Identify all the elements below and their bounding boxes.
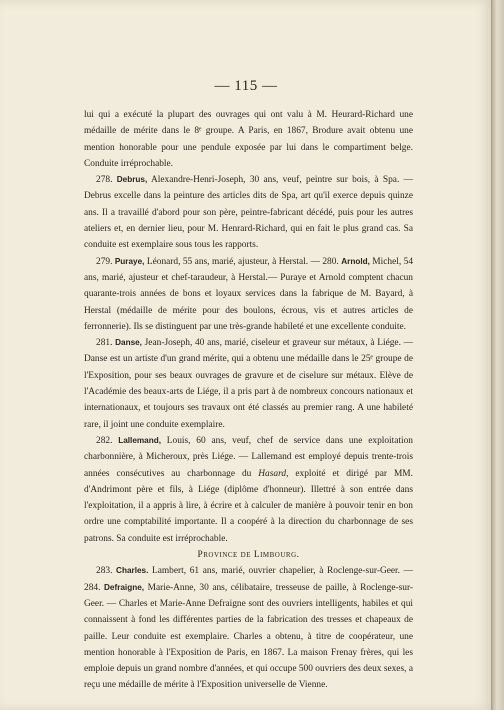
page-edge [491, 0, 504, 710]
paragraph-282 [84, 433, 413, 547]
worker-name-2: Arnold, [341, 256, 370, 266]
worker-name: Charles. [116, 566, 149, 576]
section-title: Province de Limbourg. [197, 550, 300, 561]
entry-text: Jean-Joseph, 40 ans, marié, ciseleur et graveur sur métaux, à Liége. — Danse est un artiste d'un grand mérite, qui a obtenu une médaille dans le 25ᵉ groupe de l'Exposition, pour ses beaux ouvrages de gravure et de ciselure sur métaux. Elève de l'Académie des beaux-arts de Liége, il a pris part à de nombreux concours nationaux et internationaux, et toujours ses travaux ont été classés au premier rang. A une habileté rare, il joint une conduite exemplaire. [84, 338, 413, 430]
entry-number: 278. [96, 175, 117, 186]
entry-text: Louis, 60 ans, veuf, chef de service dans une exploitation charbonnière, à Micheroux, près Liége. — Lallemand est employé depuis trente-trois années consécutives au charbonnage du [84, 435, 413, 479]
paragraph-283-284 [84, 563, 413, 693]
paragraph-281 [84, 335, 413, 433]
paragraph-278 [84, 172, 413, 253]
paragraph-279-280 [84, 254, 413, 335]
entry-text-2: , exploité et dirigé par MM. d'Andrimont père et fils, à Liége (diplôme d'honneur). Illettré à son entrée dans l'exploitation, il a appris à lire, à écrire et à calculer de manière à pouvoir tenir en bon ordre une comptabilité importante. Il a coopéré à la direction du charbonnage de ses patrons. Sa conduite est irréprochable. [84, 468, 413, 544]
entry-text: Alexandre-Henri-Joseph, 30 ans, veuf, peintre sur bois, à Spa. — Debrus excelle dans la peinture des articles dits de Spa, art qu'il exerce depuis quinze ans. Il a travaillé d'abord pour son père, peintre-fabricant décédé, puis pour les autres ateliers et, en dernier lieu, pour M. Henrard-Richard, qui en fait le plus grand cas. Sa conduite est exemplaire sous tous les rapports. [84, 175, 413, 251]
worker-name-2: Defraigne, [104, 582, 145, 592]
italic-term: Hasard [258, 468, 287, 479]
entry-text: Léonard, 55 ans, marié, ajusteur, à Herstal. — 280. [144, 256, 342, 267]
entry-number: 283. [96, 566, 117, 577]
worker-name: Puraye, [114, 256, 145, 266]
entry-number: 281. [96, 338, 116, 349]
entry-text-2: Marie-Anne, 30 ans, célibataire, tresseuse de paille, à Roclenge-sur-Geer. — Charles et Marie-Anne Defraigne sont des ouvriers intelligents, habiles et qui connaissent à fond les différentes parties de la fabrication des tresses et chapeaux de paille. Leur conduite est exemplaire. Charles a obtenu, à titre de coopérateur, une mention honorable à l'Exposition de Paris, en 1867. La maison Frenay frères, qui les emploie depuis un grand nombre d'années, et qui occupe 500 ouvriers des deux sexes, a reçu une médaille de mérite à l'Exposition universelle de Vienne. [84, 582, 414, 691]
worker-name: Danse, [115, 338, 142, 348]
page-body [84, 107, 413, 694]
entry-number: 282. [96, 435, 119, 446]
entry-text: Lambert, 61 ans, marié, ouvrier chapelier, à Roclenge-sur-Geer. — 284. [84, 566, 413, 593]
page-number: — 115 — [214, 78, 278, 94]
paragraph-continuation: lui qui a exécuté la plupart des ouvrages qui ont valu à M. Heurard-Richard une médaille de mérite dans le 8ᵉ groupe. A Paris, en 1867, Brodure avait obtenu une mention honorable pour une pendule exposée par lui dans le compartiment belge. Conduite irréprochable. [84, 110, 413, 169]
entry-text-2: Michel, 54 ans, marié, ajusteur et chef-taraudeur, à Herstal.— Puraye et Arnold comptent chacun quarante-trois années de bons et loyaux services dans la fabrique de M. Bayard, à Herstal (médaille de mérite pour des boulons, écrous, vis et autres articles de ferronnerie). Ils se distinguent par une très-grande habileté et une excellente conduite. [84, 256, 414, 332]
worker-name: Lallemand, [118, 435, 161, 445]
worker-name: Debrus, [116, 175, 148, 185]
entry-number: 279. [96, 256, 115, 267]
